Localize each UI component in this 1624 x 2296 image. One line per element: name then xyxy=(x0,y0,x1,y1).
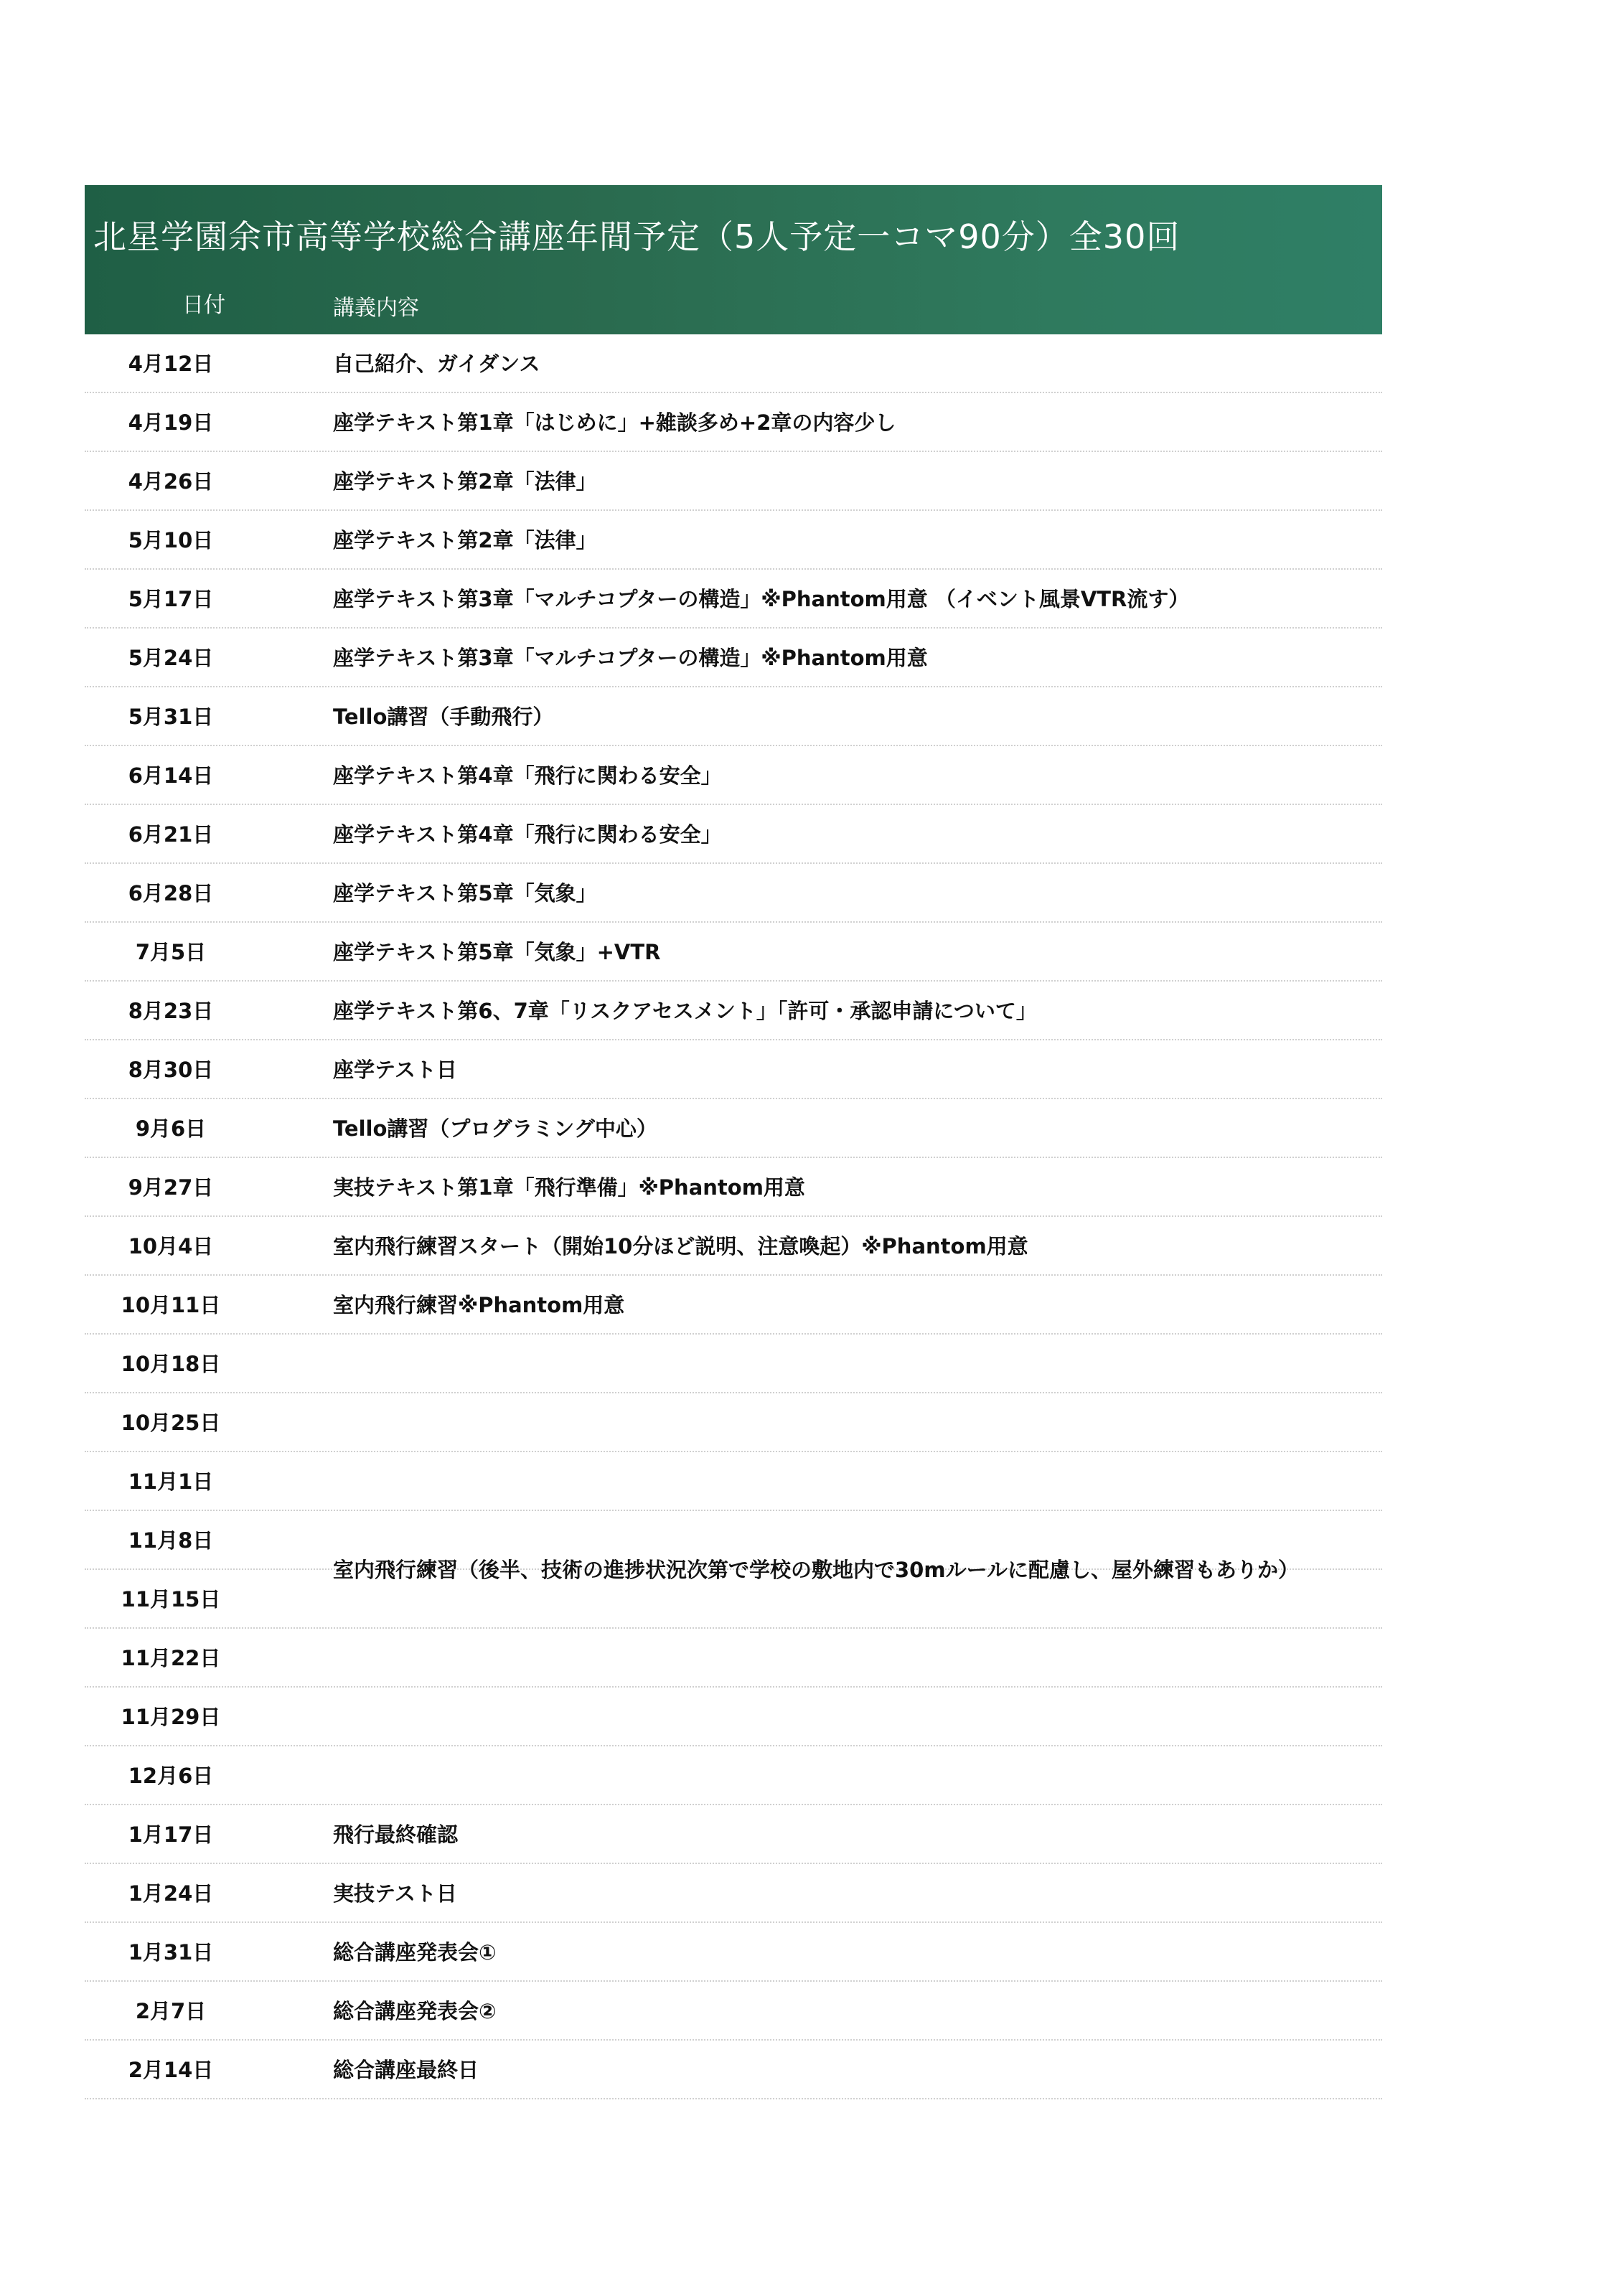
row-content: Tello講習（プログラミング中心） xyxy=(333,1116,657,1141)
table-row xyxy=(85,1982,1382,2041)
table-row xyxy=(85,1335,1382,1393)
table-row xyxy=(85,982,1382,1040)
row-content: Tello講習（手動飛行） xyxy=(333,705,554,729)
row-date: 6月14日 xyxy=(128,763,214,788)
table-row xyxy=(85,511,1382,570)
row-content: 総合講座発表会② xyxy=(333,1999,497,2023)
table-row xyxy=(85,1158,1382,1217)
row-content: 自己紹介、ガイダンス xyxy=(333,352,540,376)
merged-content-cell: 室内飛行練習（後半、技術の進捗状況次第で学校の敷地内で30mルールに配慮し、屋外練習もありか） xyxy=(333,1558,1299,1582)
row-date: 2月14日 xyxy=(128,2058,214,2082)
row-date: 12月6日 xyxy=(128,1764,214,1788)
column-header-content: 講義内容 xyxy=(333,296,419,321)
row-content: 実技テキスト第1章「飛行準備」※Phantom用意 xyxy=(333,1175,805,1200)
row-date: 1月31日 xyxy=(128,1940,214,1965)
row-date: 11月22日 xyxy=(121,1646,221,1670)
row-date: 6月28日 xyxy=(128,881,214,905)
row-content: 座学テキスト第1章「はじめに」+雑談多め+2章の内容少し xyxy=(333,410,896,435)
row-content: 室内飛行練習スタート（開始10分ほど説明、注意喚起）※Phantom用意 xyxy=(333,1234,1028,1258)
row-content: 総合講座最終日 xyxy=(333,2058,479,2082)
table-row xyxy=(85,1040,1382,1099)
row-content: 飛行最終確認 xyxy=(333,1822,459,1847)
row-content: 室内飛行練習※Phantom用意 xyxy=(333,1293,625,1317)
row-date: 10月11日 xyxy=(121,1293,221,1317)
table-row xyxy=(85,1217,1382,1276)
table-row xyxy=(85,1746,1382,1805)
row-content: 座学テキスト第5章「気象」 xyxy=(333,881,597,905)
table-row xyxy=(85,746,1382,805)
row-date: 8月30日 xyxy=(128,1058,214,1082)
row-date: 9月27日 xyxy=(128,1175,214,1200)
row-date: 9月6日 xyxy=(135,1116,207,1141)
table-row xyxy=(85,864,1382,923)
row-content: 総合講座発表会① xyxy=(333,1940,497,1965)
table-row xyxy=(85,393,1382,452)
table-row xyxy=(85,2041,1382,2099)
row-date: 8月23日 xyxy=(128,999,214,1023)
row-date: 1月17日 xyxy=(128,1822,214,1847)
row-date: 11月8日 xyxy=(128,1528,214,1553)
column-header-date: 日付 xyxy=(182,293,225,318)
row-date: 6月21日 xyxy=(128,822,214,847)
table-row xyxy=(85,1099,1382,1158)
table-row xyxy=(85,687,1382,746)
row-date: 5月17日 xyxy=(128,587,214,611)
page-title: 北星学園余市高等学校総合講座年間予定（5人予定一コマ90分）全30回 xyxy=(93,217,1181,256)
row-content: 座学テキスト第3章「マルチコプターの構造」※Phantom用意 （イベント風景VTR流す） xyxy=(333,587,1190,611)
table-row xyxy=(85,1923,1382,1982)
row-date: 2月7日 xyxy=(135,1999,207,2023)
schedule-table-body xyxy=(85,334,1382,2099)
table-row xyxy=(85,452,1382,511)
table-row xyxy=(85,1805,1382,1864)
row-content: 座学テキスト第5章「気象」+VTR xyxy=(333,940,661,964)
row-content: 座学テキスト第4章「飛行に関わる安全」 xyxy=(333,822,722,847)
row-date: 5月24日 xyxy=(128,646,214,670)
table-row xyxy=(85,1864,1382,1923)
row-date: 4月26日 xyxy=(128,469,214,494)
table-row xyxy=(85,1629,1382,1688)
row-content: 座学テキスト第6、7章「リスクアセスメント」「許可・承認申請について」 xyxy=(333,999,1037,1023)
table-row xyxy=(85,1688,1382,1746)
table-row xyxy=(85,334,1382,393)
row-date: 5月10日 xyxy=(128,528,214,552)
row-content: 座学テキスト第3章「マルチコプターの構造」※Phantom用意 xyxy=(333,646,928,670)
row-date: 11月29日 xyxy=(121,1705,221,1729)
table-header xyxy=(85,185,1382,334)
table-row xyxy=(85,570,1382,629)
row-date: 11月1日 xyxy=(128,1469,214,1494)
row-date: 4月19日 xyxy=(128,410,214,435)
row-date: 11月15日 xyxy=(121,1587,221,1612)
row-date: 5月31日 xyxy=(128,705,214,729)
row-date: 10月25日 xyxy=(121,1411,221,1435)
row-date: 7月5日 xyxy=(135,940,207,964)
row-date: 10月4日 xyxy=(128,1234,214,1258)
row-date: 4月12日 xyxy=(128,352,214,376)
table-row xyxy=(85,1452,1382,1511)
table-row xyxy=(85,1276,1382,1335)
row-date: 1月24日 xyxy=(128,1881,214,1906)
table-row xyxy=(85,805,1382,864)
table-row xyxy=(85,923,1382,982)
row-date: 10月18日 xyxy=(121,1352,221,1376)
table-row xyxy=(85,629,1382,687)
row-content: 実技テスト日 xyxy=(333,1881,457,1906)
table-row xyxy=(85,1393,1382,1452)
row-content: 座学テスト日 xyxy=(333,1058,457,1082)
row-content: 座学テキスト第2章「法律」 xyxy=(333,528,597,552)
row-content: 座学テキスト第2章「法律」 xyxy=(333,469,597,494)
row-content: 座学テキスト第4章「飛行に関わる安全」 xyxy=(333,763,722,788)
